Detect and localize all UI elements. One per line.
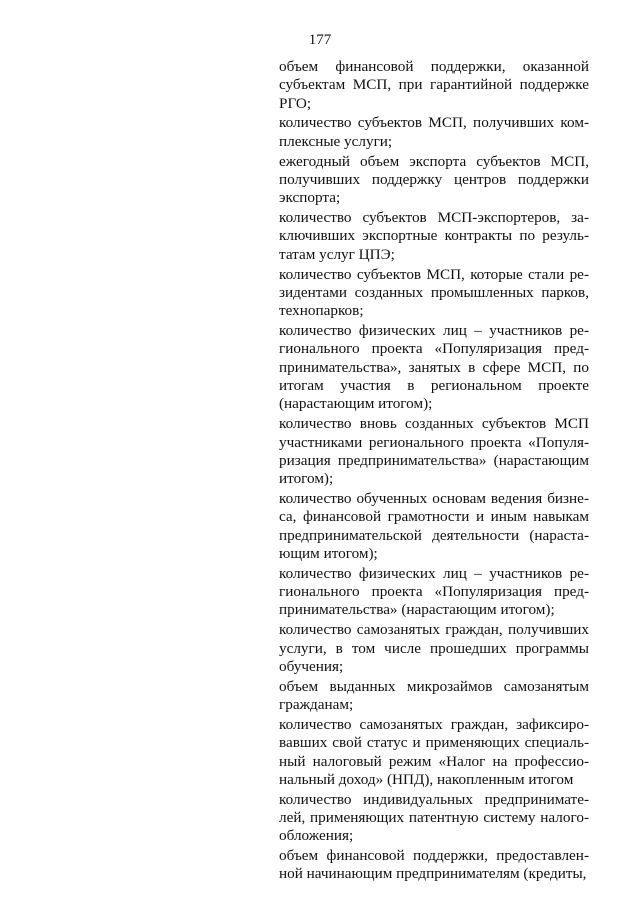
list-item: количество индивидуальных предпринимателей, применяющих патентную систему налогообложения; <box>279 790 589 845</box>
indicator-list <box>279 58 589 884</box>
list-item: количество самозанятых граждан, получивших услуги, в том числе прошедших программы обучения; <box>279 621 589 675</box>
list-item: объем финансовой поддержки, предоставленной начинающим предпринимателям (кредиты, <box>279 847 589 883</box>
list-item: объем выданных микрозаймов самозанятым гражданам; <box>279 677 589 714</box>
list-item: количество субъектов МСП, которые стали резидентами созданных промышленных парков, технопарков; <box>279 265 589 320</box>
page-number: 177 <box>308 32 332 48</box>
list-item: количество обученных основам ведения бизнеса, финансовой грамотности и иным навыкам предпринимательской деятельности (нарастающим итогом); <box>279 489 589 562</box>
list-item: объем финансовой поддержки, оказанной субъектам МСП, при гарантийной поддержке РГО; <box>279 58 589 112</box>
list-item: количество субъектов МСП-экспортеров, заключивших экспортные контракты по результатам услуг ЦПЭ; <box>279 209 589 263</box>
list-item: количество физических лиц – участников регионального проекта «Популяризация предпринимательства» (нарастающим итогом); <box>279 564 589 619</box>
list-item: ежегодный объем экспорта субъектов МСП, получивших поддержку центров поддержки экспорта; <box>279 152 589 207</box>
list-item: количество самозанятых граждан, зафиксировавших свой статус и применяющих специальный налоговый режим «Налог на профессиональный доход» (НПД), накопленным итогом <box>279 715 589 788</box>
list-item: количество субъектов МСП, получивших комплексные услуги; <box>279 114 589 150</box>
list-item: количество физических лиц – участников регионального проекта «Популяризация предпринимательства», занятых в сфере МСП, по итогам участия в региональном проекте (нарастающим итогом); <box>279 322 589 413</box>
list-item: количество вновь созданных субъектов МСП участниками регионального проекта «Популяризация предпринимательства» (нарастающим итогом); <box>279 415 589 488</box>
